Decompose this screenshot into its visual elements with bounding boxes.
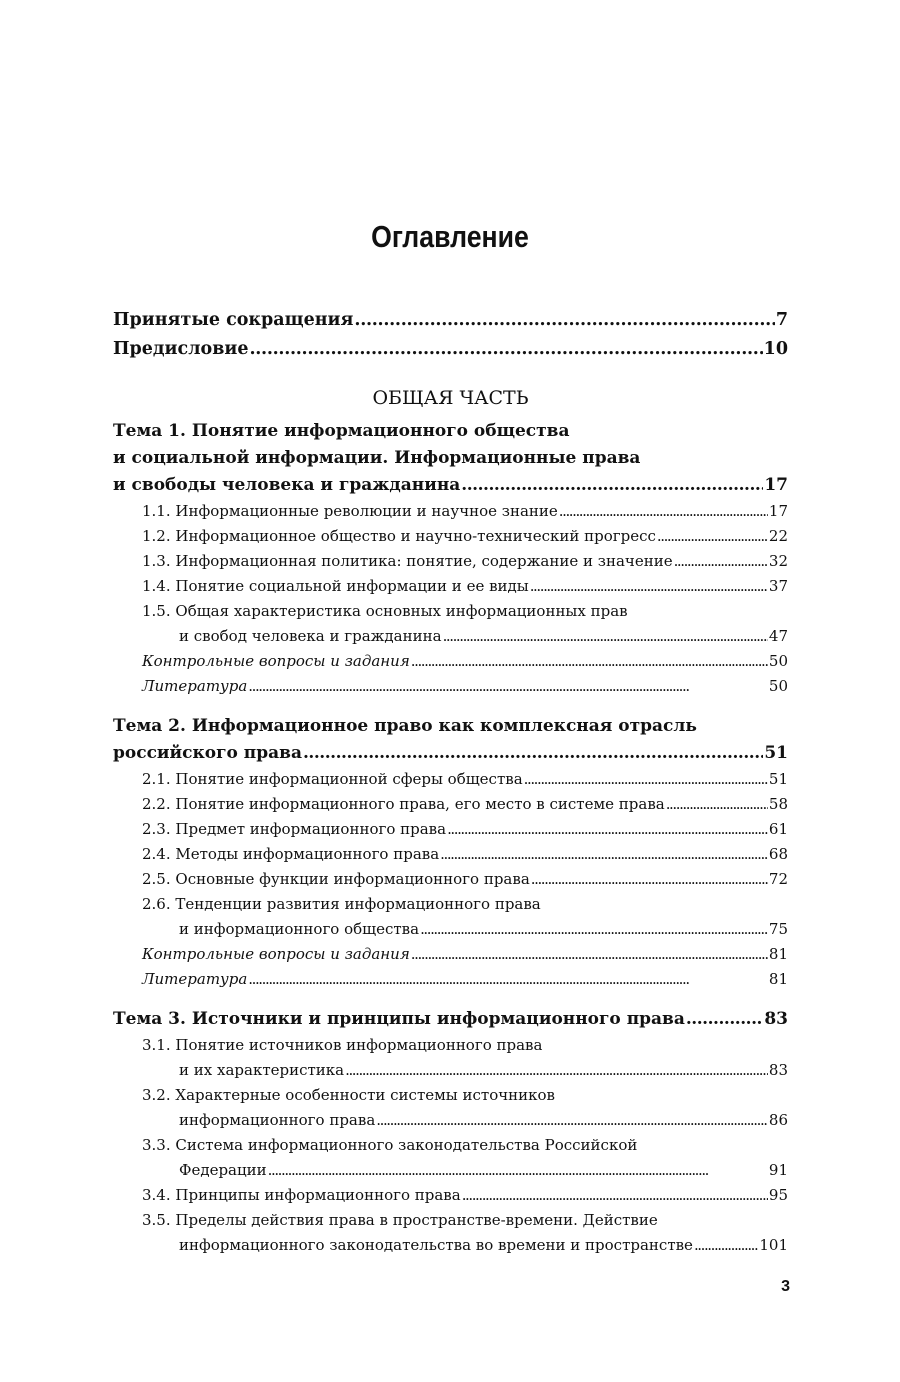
entry-page: 7 — [775, 310, 788, 330]
topic-title[interactable] — [113, 1006, 788, 1033]
leader-dots — [530, 574, 768, 599]
leader-dots — [248, 674, 768, 699]
toc-subsection[interactable] — [142, 1033, 788, 1083]
table-of-contents — [113, 306, 788, 1258]
entry-row — [142, 674, 788, 699]
entry-title: Контрольные вопросы и задания — [142, 652, 410, 670]
toc-subsection[interactable] — [142, 599, 788, 649]
entry-title: Контрольные вопросы и задания — [142, 945, 410, 963]
entry-title: и информационного общества — [179, 920, 420, 938]
entry-page: 86 — [768, 1111, 788, 1129]
topic-title-last-line — [113, 1006, 788, 1033]
toc-subsection[interactable] — [142, 1133, 788, 1183]
entry-page: 95 — [768, 1186, 788, 1204]
entry-row — [142, 624, 788, 649]
entry-page: 50 — [768, 677, 788, 695]
entry-page: 61 — [768, 820, 788, 838]
leader-dots — [376, 1108, 768, 1133]
entry-page: 81 — [768, 970, 788, 988]
entry-page: 51 — [768, 770, 788, 788]
leader-dots — [531, 867, 768, 892]
leader-dots — [411, 942, 768, 967]
leader-dots — [461, 472, 763, 499]
entry-page: 72 — [768, 870, 788, 888]
entry-page: 17 — [764, 475, 788, 495]
toc-aux-entry[interactable] — [142, 967, 788, 992]
entry-row — [142, 549, 788, 574]
entry-page: 32 — [768, 552, 788, 570]
leader-dots — [694, 1233, 758, 1258]
entry-title: Предисловие — [113, 339, 249, 359]
entry-row — [142, 1183, 788, 1208]
toc-subsection[interactable] — [142, 499, 788, 524]
entry-page: 83 — [764, 1009, 788, 1029]
toc-subsection[interactable] — [142, 524, 788, 549]
leader-dots — [440, 842, 768, 867]
entry-page: 37 — [768, 577, 788, 595]
toc-subsection[interactable] — [142, 792, 788, 817]
entry-page: 91 — [768, 1161, 788, 1179]
leader-dots — [303, 740, 763, 767]
entry-title-line: 3.5. Пределы действия права в пространстве-времени. Действие — [142, 1211, 658, 1229]
entry-row — [142, 967, 788, 992]
entry-title: и свобод человека и гражданина — [179, 627, 442, 645]
leader-dots — [524, 767, 768, 792]
entry-title: 2.4. Методы информационного права — [142, 845, 440, 863]
entry-title-line: 1.5. Общая характеристика основных информационных прав — [142, 602, 628, 620]
leader-dots — [462, 1183, 768, 1208]
leader-dots — [657, 524, 768, 549]
entry-title-line: 3.1. Понятие источников информационного права — [142, 1036, 543, 1054]
toc-subsection[interactable] — [142, 549, 788, 574]
toc-aux-entry[interactable] — [142, 674, 788, 699]
leader-dots — [666, 792, 768, 817]
topics-list — [113, 418, 788, 1258]
leader-dots — [443, 624, 768, 649]
entry-title: информационного права — [179, 1111, 376, 1129]
leader-dots — [559, 499, 768, 524]
entry-title: 1.4. Понятие социальной информации и ее виды — [142, 577, 529, 595]
leader-dots — [249, 335, 762, 364]
entry-page: 50 — [768, 652, 788, 670]
entry-title: Тема 3. Источники и принципы информационного права — [113, 1009, 685, 1029]
toc-subsection[interactable] — [142, 892, 788, 942]
entry-row — [142, 842, 788, 867]
entry-row — [142, 767, 788, 792]
entry-title: Литература — [142, 677, 248, 695]
entry-title: и их характеристика — [179, 1061, 345, 1079]
topic-title[interactable] — [113, 713, 788, 767]
topic-title-line: Тема 2. Информационное право как комплексная отрасль — [113, 716, 697, 736]
leader-dots — [686, 1006, 763, 1033]
entry-page: 68 — [768, 845, 788, 863]
toc-entry-abbreviations[interactable] — [113, 306, 788, 335]
toc-subsection[interactable] — [142, 574, 788, 599]
entry-row — [142, 524, 788, 549]
topic-title-last-line — [113, 740, 788, 767]
entry-title: информационного законодательства во времени и пространстве — [179, 1236, 693, 1254]
entry-title: и свободы человека и гражданина — [113, 475, 461, 495]
entry-title: 2.5. Основные функции информационного права — [142, 870, 530, 888]
entry-title-line: 3.3. Система информационного законодательства Российской — [142, 1136, 638, 1154]
entry-title: 2.2. Понятие информационного права, его место в системе права — [142, 795, 665, 813]
entry-page: 10 — [763, 339, 788, 359]
topic-title-line: Тема 1. Понятие информационного общества — [113, 421, 570, 441]
topic-block — [113, 1006, 788, 1258]
entry-title-line: 3.2. Характерные особенности системы источников — [142, 1086, 555, 1104]
topic-title-last-line — [113, 472, 788, 499]
leader-dots — [268, 1158, 768, 1183]
toc-subsection[interactable] — [142, 867, 788, 892]
topic-title-line: и социальной информации. Информационные права — [113, 448, 641, 468]
leader-dots — [420, 917, 768, 942]
entry-title: 2.1. Понятие информационной сферы общества — [142, 770, 523, 788]
leader-dots — [345, 1058, 768, 1083]
toc-subsection[interactable] — [142, 1183, 788, 1208]
entry-title: Федерации — [179, 1161, 267, 1179]
leader-dots — [674, 549, 768, 574]
entry-page: 75 — [768, 920, 788, 938]
toc-subsection[interactable] — [142, 767, 788, 792]
entry-row — [142, 574, 788, 599]
entry-page: 101 — [759, 1236, 788, 1254]
toc-aux-entry[interactable] — [142, 649, 788, 674]
page-number: 3 — [781, 1278, 790, 1295]
topic-block — [113, 418, 788, 699]
toc-subsection[interactable] — [142, 1083, 788, 1133]
section-heading: ОБЩАЯ ЧАСТЬ — [372, 387, 529, 409]
topic-title[interactable] — [113, 418, 788, 499]
leader-dots — [248, 967, 768, 992]
entry-page: 83 — [768, 1061, 788, 1079]
toc-entry-preface[interactable] — [113, 335, 788, 364]
entry-title-line: 2.6. Тенденции развития информационного права — [142, 895, 541, 913]
entry-page: 47 — [768, 627, 788, 645]
entry-row — [142, 817, 788, 842]
entry-title: российского права — [113, 743, 302, 763]
entry-row — [142, 1233, 788, 1258]
entry-title: 2.3. Предмет информационного права — [142, 820, 447, 838]
entry-title: Принятые сокращения — [113, 310, 354, 330]
leader-dots — [354, 306, 774, 335]
entry-row — [142, 649, 788, 674]
topic-block — [113, 713, 788, 992]
entry-page: 51 — [764, 743, 788, 763]
entry-page: 58 — [768, 795, 788, 813]
entry-title: 1.2. Информационное общество и научно-технический прогресс — [142, 527, 656, 545]
leader-dots — [447, 817, 768, 842]
entry-title: Литература — [142, 970, 248, 988]
entry-row — [142, 917, 788, 942]
entry-row — [142, 499, 788, 524]
entry-row — [142, 792, 788, 817]
toc-subsection[interactable] — [142, 1208, 788, 1258]
page-title: Оглавление — [371, 219, 529, 254]
entry-title: 1.3. Информационная политика: понятие, содержание и значение — [142, 552, 673, 570]
entry-page: 22 — [768, 527, 788, 545]
entry-page: 17 — [768, 502, 788, 520]
entry-row — [142, 867, 788, 892]
entry-row — [142, 1058, 788, 1083]
toc-subsection[interactable] — [142, 842, 788, 867]
entry-row — [142, 1108, 788, 1133]
toc-aux-entry[interactable] — [142, 942, 788, 967]
leader-dots — [411, 649, 768, 674]
entry-title: 3.4. Принципы информационного права — [142, 1186, 461, 1204]
toc-subsection[interactable] — [142, 817, 788, 842]
entry-row — [142, 1158, 788, 1183]
entry-title: 1.1. Информационные революции и научное знание — [142, 502, 558, 520]
entry-row — [142, 942, 788, 967]
entry-page: 81 — [768, 945, 788, 963]
